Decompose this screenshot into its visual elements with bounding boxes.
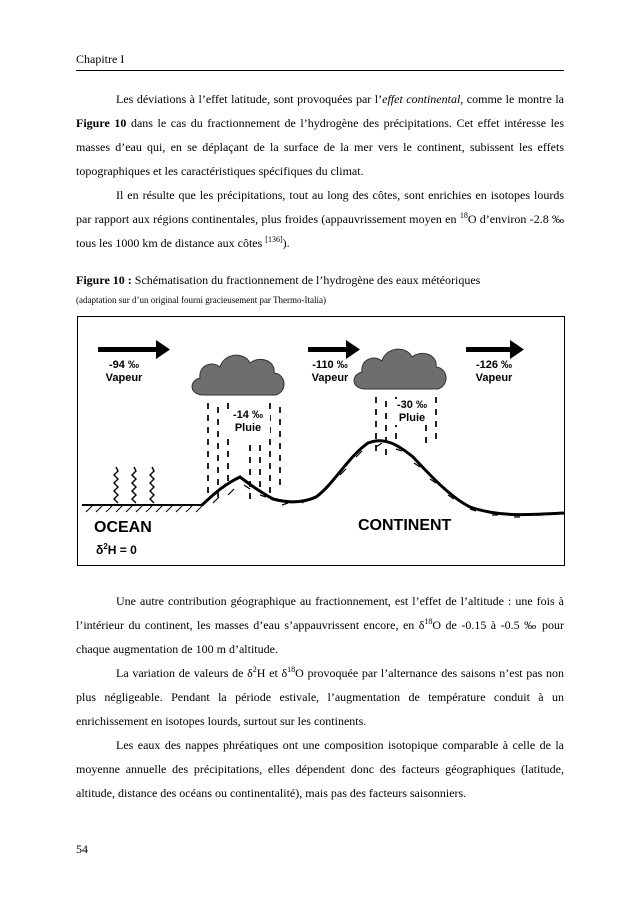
rain-label-1 (226, 409, 270, 435)
conclusion-text-block (76, 589, 564, 805)
paragraph-2-text-b: O d’environ -2.8 ‰ tous les 1000 km de distance aux côtes (76, 212, 564, 250)
paragraph-4-text-c: O provoquée par l’alternance des saisons n’est pas non plus négligeable. Pendant la période estivale, l’augmentation de température conduit à un enrichissement en isotopes lourds, surtout sur les continents. (76, 666, 565, 728)
figure-caption (76, 270, 564, 290)
paragraph-1-text-b: , comme le montre la (460, 92, 564, 106)
rain-value-2: -30 ‰ (397, 399, 427, 411)
mountain-terrain (202, 441, 564, 517)
paragraph-4-superscript-1: 2 (252, 665, 257, 674)
vapour-label-3 (468, 359, 520, 385)
isotope-superscript: 18 (459, 211, 468, 220)
intro-text-block (76, 87, 564, 255)
vapour-text-2: Vapeur (311, 372, 349, 384)
paragraph-1-text-c: dans le cas du fractionnement de l’hydrogène des précipitations. Cet effet intéresse les masses d’eau qui, en se déplaçant de la surface de la mer vers le continent, subissent les effets topographiques et les caractéristiques spécifiques du climat. (76, 116, 565, 178)
rain-text-1: Pluie (234, 422, 262, 434)
paragraph-3 (76, 589, 564, 661)
paragraph-4 (76, 661, 564, 733)
paragraph-1-emphasis: effet continental (382, 92, 461, 106)
citation-reference: [136] (265, 235, 283, 244)
paragraph-3-superscript: 18 (424, 617, 433, 626)
paragraph-3-text-a: Une autre contribution géographique au fractionnement, est l’effet de l’altitude : une fois à l’intérieur du continent, les masses d’eau s’appauvrissent encore, en δ (76, 594, 564, 632)
vapour-value-3: -126 ‰ (475, 359, 513, 371)
cloud-icon-1 (192, 355, 284, 395)
delta-value: H = 0 (107, 543, 137, 557)
ocean-surface (82, 505, 203, 512)
vapour-value-1: -94 ‰ (109, 359, 139, 371)
ocean-label: OCEAN (94, 519, 152, 536)
fractionation-diagram (77, 316, 565, 566)
paragraph-1 (76, 87, 564, 183)
vapour-label-2 (304, 359, 356, 385)
paragraph-4-superscript-2: 18 (287, 665, 296, 674)
arrow-icon-2 (308, 340, 360, 359)
figure-caption-note: (adaptation sur d’un original fourni gracieusement par Thermo-Italia) (76, 295, 326, 305)
rain-label-2 (390, 399, 434, 425)
paragraph-5 (76, 733, 564, 805)
vapour-value-2: -110 ‰ (312, 359, 348, 371)
rain-text-2: Pluie (398, 412, 426, 424)
figure-caption-text: Schématisation du fractionnement de l’hydrogène des eaux météoriques (131, 273, 481, 287)
delta-zero-label (96, 543, 137, 557)
vapour-text-1: Vapeur (105, 372, 143, 384)
evaporation-icon (114, 467, 154, 503)
arrow-icon-3 (466, 340, 524, 359)
page-number: 54 (76, 842, 88, 856)
continent-label: CONTINENT (358, 517, 452, 534)
paragraph-2 (76, 183, 564, 255)
paragraph-2-text-a: Il en résulte que les précipitations, tout au long des côtes, sont enrichies en isotopes lourds par rapport aux régions continentales, plus froides (appauvrissement moyen en (76, 188, 564, 226)
delta-superscript: 2 (103, 542, 108, 551)
paragraph-4-text-a: La variation de valeurs de δ (116, 666, 253, 680)
cloud-icon-2 (354, 349, 446, 389)
paragraph-5-text: Les eaux des nappes phréatiques ont une composition isotopique comparable à celle de la moyenne annuelle des précipitations, elles dépendent donc des facteurs géographiques (latitude, altitude, distance des océans ou continentalité), mais pas des facteurs saisonniers. (76, 738, 564, 800)
figure-reference: Figure 10 (76, 116, 127, 130)
paragraph-1-text-a: Les déviations à l’effet latitude, sont provoquées par l’ (116, 92, 383, 106)
delta-symbol: δ (96, 543, 104, 557)
arrow-icon-1 (98, 340, 170, 359)
paragraph-3-text-b: O de -0.15 à -0.5 ‰ pour chaque augmentation de 100 m d’altitude. (76, 618, 564, 656)
paragraph-4-text-b: H et δ (256, 666, 288, 680)
header-rule (76, 70, 564, 71)
rain-value-1: -14 ‰ (233, 409, 263, 421)
vapour-label-1 (100, 359, 148, 385)
chapter-header: Chapitre I (76, 52, 125, 66)
figure-caption-lead: Figure 10 : (76, 273, 132, 287)
vapour-text-3: Vapeur (475, 372, 513, 384)
paragraph-2-text-c: ). (282, 236, 290, 250)
